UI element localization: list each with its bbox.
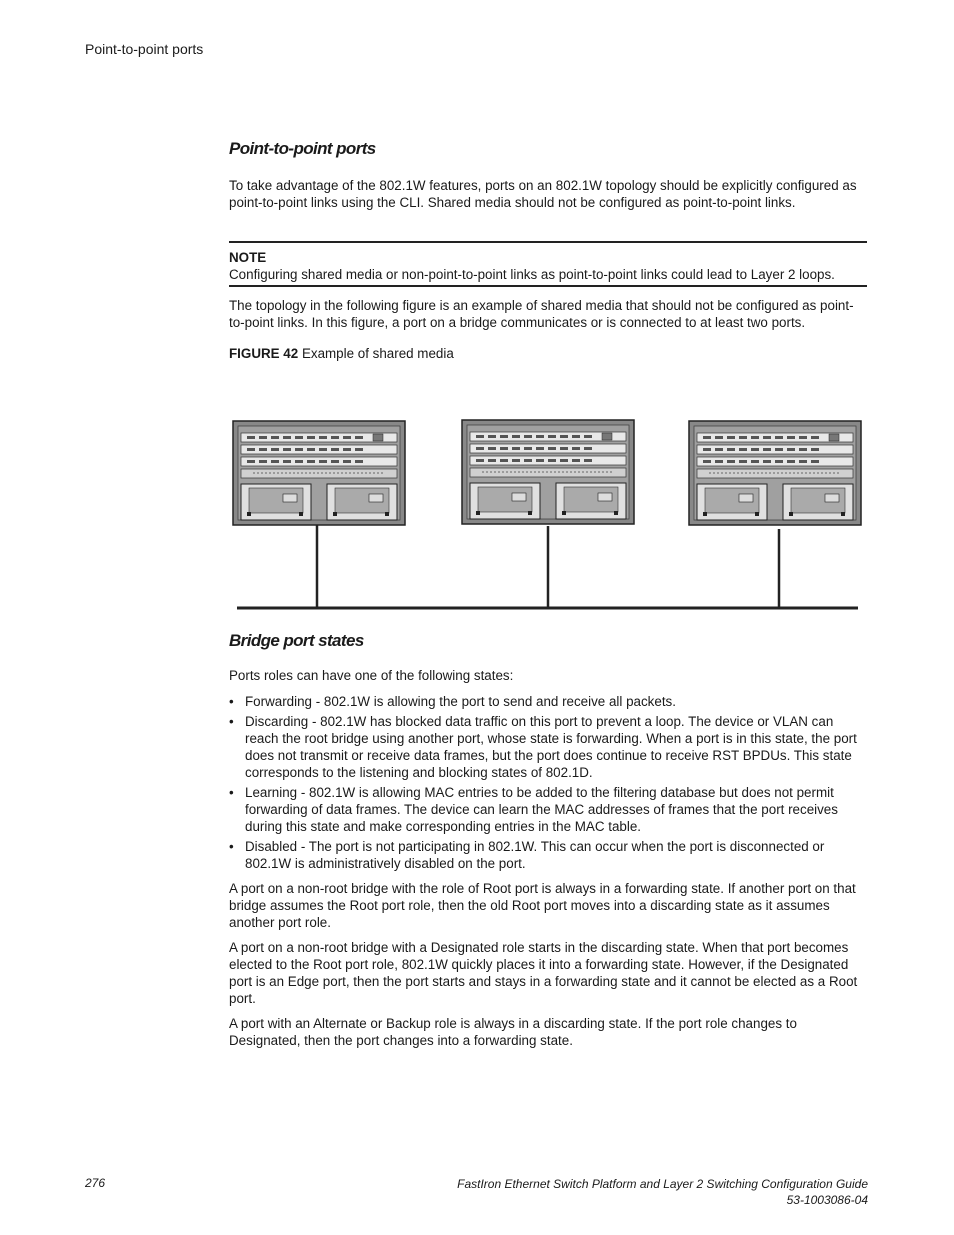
running-header: Point-to-point ports — [85, 41, 204, 57]
section-heading-point-to-point: Point-to-point ports — [229, 139, 376, 158]
figure-space — [229, 362, 867, 632]
figure-caption-text: Example of shared media — [301, 346, 454, 361]
guide-title: FastIron Ethernet Switch Platform and Layer 2 Switching Configuration Guide — [457, 1177, 868, 1191]
state-list — [229, 693, 867, 872]
list-item: • Disabled - The port is not participating in 802.1W. This can occur when the port is disconnected or 802.1W is administratively disabled on the port. — [229, 838, 867, 872]
list-item: • Forwarding - 802.1W is allowing the port to send and receive all packets. — [229, 693, 867, 710]
figure-label: FIGURE 42 — [229, 346, 299, 361]
paragraph: Ports roles can have one of the following states: — [229, 668, 514, 683]
list-item: • Learning - 802.1W is allowing MAC entries to be added to the filtering database but does not permit forwarding of data frames. The device can learn the MAC addresses of frames that the port receives during this state and make corresponding entries in the MAC table. — [229, 784, 867, 835]
doc-number: 53-1003086-04 — [786, 1193, 868, 1207]
main-content — [229, 140, 867, 1049]
paragraph: A port on a non-root bridge with the role of Root port is always in a forwarding state. If another port on that bridge assumes the Root port role, then the old Root port moves into a discarding state as it assumes another port role. — [229, 881, 856, 930]
note-label: NOTE — [229, 250, 267, 265]
note-text: Configuring shared media or non-point-to-point links as point-to-point links could lead to Layer 2 loops. — [229, 267, 835, 282]
paragraph: To take advantage of the 802.1W features, ports on an 802.1W topology should be explicitly configured as point-to-point links using the CLI. Shared media should not be configured as point-to-point links. — [229, 178, 857, 210]
list-item: • Discarding - 802.1W has blocked data traffic on this port to prevent a loop. The device or VLAN can reach the root bridge using another port, whose state is forwarding. When a port is in this state, the port does not transmit or receive data frames, but the port does continue to receive RST BPDUs. This state corresponds to the listening and blocking states of 802.1D. — [229, 713, 867, 781]
paragraph: A port with an Alternate or Backup role is always in a discarding state. If the port role changes to Designated, then the port changes into a forwarding state. — [229, 1016, 797, 1048]
footer-doc-info — [457, 1176, 868, 1208]
page-number: 276 — [85, 1176, 106, 1190]
paragraph: The topology in the following figure is an example of shared media that should not be configured as point-to-point links. In this figure, a port on a bridge communicates or is connected to at least two ports. — [229, 298, 854, 330]
paragraph: A port on a non-root bridge with a Designated role starts in the discarding state. When that port becomes elected to the Root port role, 802.1W quickly places it into a forwarding state. However, if the Designated port is an Edge port, then the port starts and stays in a forwarding state and it cannot be elected as a Root port. — [229, 940, 858, 1006]
note-box — [229, 241, 867, 287]
section-heading-bridge-port-states: Bridge port states — [229, 631, 364, 650]
figure-caption — [229, 345, 867, 362]
